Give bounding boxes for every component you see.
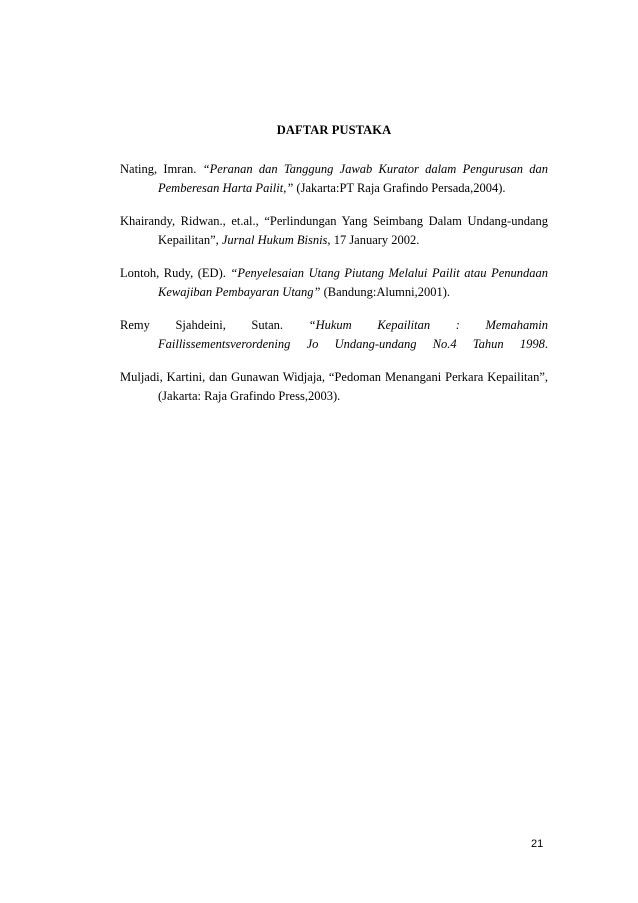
reference-title: “Peranan dan Tanggung Jawab Kurator dalam Pengurusan dan Pemberesan Harta Pailit,” bbox=[158, 162, 548, 195]
reference-list bbox=[120, 160, 548, 420]
reference-author: Remy Sjahdeini, Sutan. bbox=[120, 318, 309, 332]
reference-publication: . bbox=[544, 337, 548, 351]
reference-author: Khairandy, Ridwan., et.al., “Perlindungan Yang Seimbang Dalam Undang-undang Kepailitan”, bbox=[120, 214, 548, 247]
reference-item bbox=[120, 212, 548, 250]
reference-author: Lontoh, Rudy, (ED). bbox=[120, 266, 231, 280]
reference-title: Jurnal Hukum Bisnis, bbox=[221, 233, 331, 247]
reference-publication: 17 January 2002. bbox=[330, 233, 420, 247]
reference-item bbox=[120, 160, 548, 198]
reference-author: Nating, Imran. bbox=[120, 162, 203, 176]
page-number: 21 bbox=[531, 838, 544, 850]
page-title: DAFTAR PUSTAKA bbox=[276, 123, 392, 137]
reference-publication: (Bandung:Alumni,2001). bbox=[320, 285, 451, 299]
reference-title: “Penyelesaian Utang Piutang Melalui Pailit atau Penundaan Kewajiban Pembayaran Utang” bbox=[158, 266, 549, 299]
reference-item bbox=[120, 264, 548, 302]
reference-title: “Hukum Kepailitan : Memahamin Faillissementsverordening Jo Undang-undang No.4 Tahun 1998 bbox=[158, 318, 548, 351]
reference-text: Muljadi, Kartini, dan Gunawan Widjaja, “Pedoman Menangani Perkara Kepailitan”, (Jakarta: Raja Grafindo Press,2003). bbox=[120, 370, 548, 403]
reference-item bbox=[120, 368, 548, 406]
reference-publication: (Jakarta:PT Raja Grafindo Persada,2004). bbox=[293, 181, 506, 195]
reference-item bbox=[120, 316, 548, 354]
